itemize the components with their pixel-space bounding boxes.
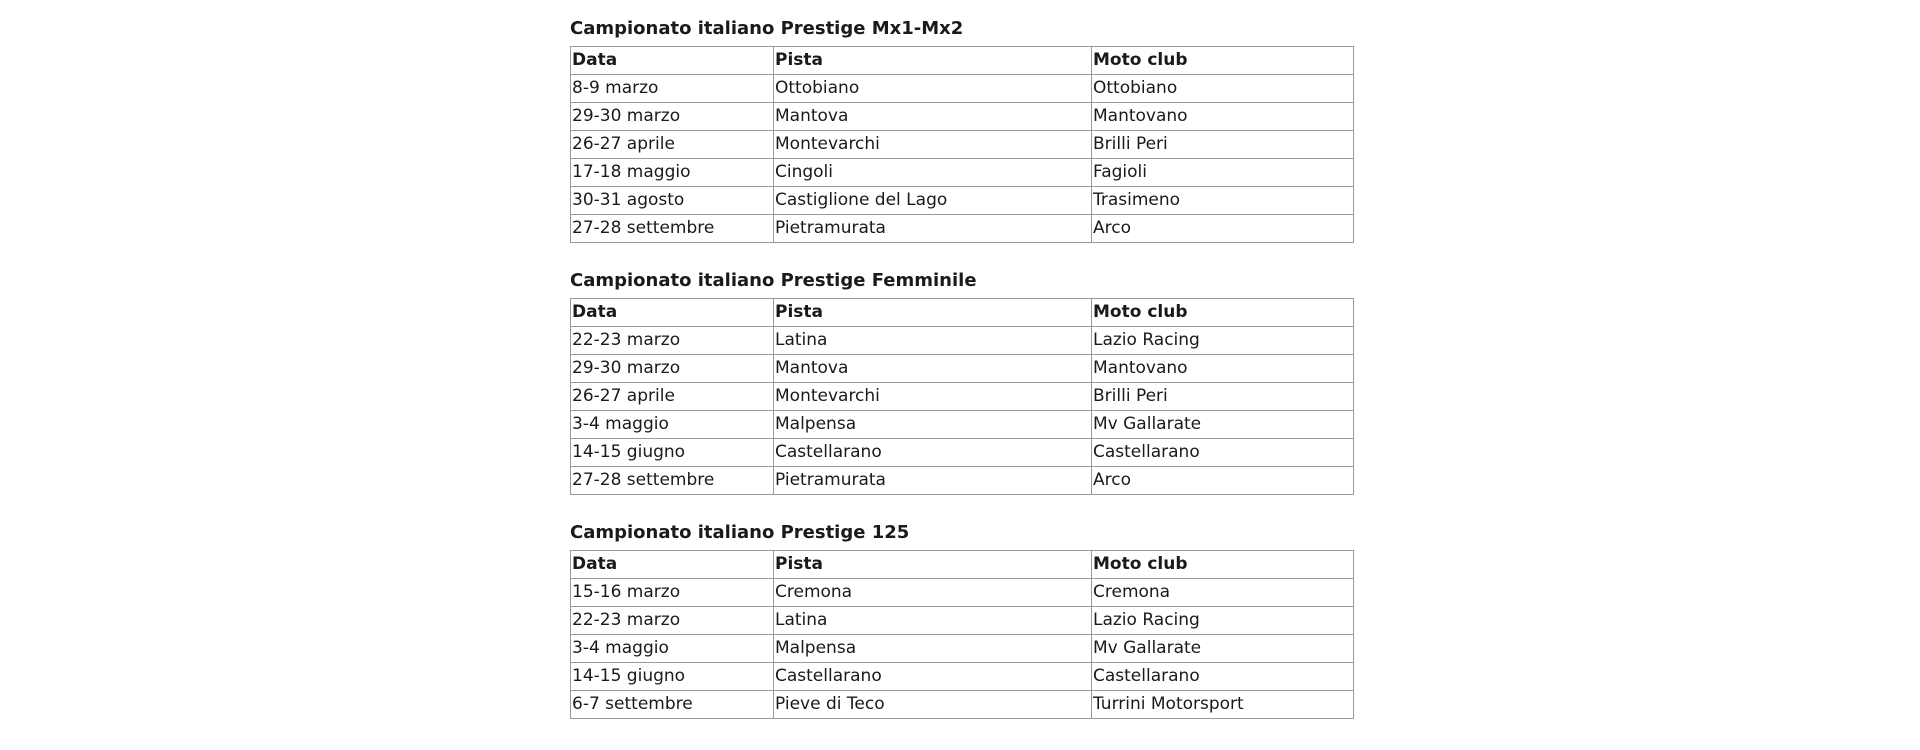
table-header-row: [571, 551, 1354, 579]
cell-data: 14-15 giugno: [571, 663, 774, 691]
cell-moto-club: Ottobiano: [1092, 75, 1354, 103]
calendar-table: [570, 46, 1354, 243]
section-title: Campionato italiano Prestige 125: [570, 522, 910, 543]
cell-data: 22-23 marzo: [571, 607, 774, 635]
cell-moto-club: Arco: [1092, 215, 1354, 243]
table-row: [571, 355, 1354, 383]
header-moto-club: Moto club: [1092, 299, 1354, 327]
cell-pista: Montevarchi: [774, 131, 1092, 159]
table-row: [571, 131, 1354, 159]
cell-pista: Pietramurata: [774, 215, 1092, 243]
table-row: [571, 383, 1354, 411]
section-femminile: [570, 270, 1353, 495]
cell-data: 3-4 maggio: [571, 411, 774, 439]
cell-pista: Latina: [774, 607, 1092, 635]
cell-moto-club: Mv Gallarate: [1092, 411, 1354, 439]
cell-pista: Latina: [774, 327, 1092, 355]
cell-data: 15-16 marzo: [571, 579, 774, 607]
cell-data: 22-23 marzo: [571, 327, 774, 355]
cell-moto-club: Castellarano: [1092, 439, 1354, 467]
table-row: [571, 159, 1354, 187]
cell-data: 8-9 marzo: [571, 75, 774, 103]
table-row: [571, 75, 1354, 103]
cell-moto-club: Turrini Motorsport: [1092, 691, 1354, 719]
cell-moto-club: Mantovano: [1092, 355, 1354, 383]
document-content: [570, 18, 1353, 746]
cell-moto-club: Cremona: [1092, 579, 1354, 607]
section-mx1-mx2: [570, 18, 1353, 243]
table-row: [571, 607, 1354, 635]
cell-pista: Castellarano: [774, 663, 1092, 691]
table-row: [571, 439, 1354, 467]
cell-data: 30-31 agosto: [571, 187, 774, 215]
table-row: [571, 635, 1354, 663]
cell-pista: Malpensa: [774, 635, 1092, 663]
table-row: [571, 215, 1354, 243]
cell-data: 29-30 marzo: [571, 355, 774, 383]
cell-moto-club: Mantovano: [1092, 103, 1354, 131]
cell-moto-club: Mv Gallarate: [1092, 635, 1354, 663]
table-header-row: [571, 47, 1354, 75]
header-data: Data: [571, 47, 774, 75]
table-row: [571, 691, 1354, 719]
section-title: Campionato italiano Prestige Femminile: [570, 270, 977, 291]
cell-data: 6-7 settembre: [571, 691, 774, 719]
cell-pista: Castiglione del Lago: [774, 187, 1092, 215]
cell-pista: Cingoli: [774, 159, 1092, 187]
cell-data: 27-28 settembre: [571, 467, 774, 495]
cell-moto-club: Arco: [1092, 467, 1354, 495]
cell-data: 3-4 maggio: [571, 635, 774, 663]
table-header-row: [571, 299, 1354, 327]
cell-pista: Montevarchi: [774, 383, 1092, 411]
calendar-table: [570, 550, 1354, 719]
header-data: Data: [571, 299, 774, 327]
section-title: Campionato italiano Prestige Mx1-Mx2: [570, 18, 964, 39]
cell-moto-club: Castellarano: [1092, 663, 1354, 691]
table-row: [571, 327, 1354, 355]
cell-data: 26-27 aprile: [571, 383, 774, 411]
header-pista: Pista: [774, 47, 1092, 75]
cell-moto-club: Fagioli: [1092, 159, 1354, 187]
table-row: [571, 663, 1354, 691]
cell-pista: Cremona: [774, 579, 1092, 607]
cell-pista: Mantova: [774, 355, 1092, 383]
table-row: [571, 103, 1354, 131]
cell-pista: Malpensa: [774, 411, 1092, 439]
cell-moto-club: Lazio Racing: [1092, 607, 1354, 635]
header-moto-club: Moto club: [1092, 47, 1354, 75]
cell-pista: Mantova: [774, 103, 1092, 131]
cell-moto-club: Lazio Racing: [1092, 327, 1354, 355]
cell-data: 27-28 settembre: [571, 215, 774, 243]
cell-data: 14-15 giugno: [571, 439, 774, 467]
table-row: [571, 411, 1354, 439]
cell-moto-club: Brilli Peri: [1092, 383, 1354, 411]
section-125: [570, 522, 1353, 719]
cell-data: 17-18 maggio: [571, 159, 774, 187]
cell-data: 29-30 marzo: [571, 103, 774, 131]
header-pista: Pista: [774, 299, 1092, 327]
cell-pista: Castellarano: [774, 439, 1092, 467]
cell-moto-club: Trasimeno: [1092, 187, 1354, 215]
cell-pista: Pietramurata: [774, 467, 1092, 495]
table-row: [571, 467, 1354, 495]
cell-pista: Ottobiano: [774, 75, 1092, 103]
table-row: [571, 579, 1354, 607]
cell-moto-club: Brilli Peri: [1092, 131, 1354, 159]
header-data: Data: [571, 551, 774, 579]
cell-pista: Pieve di Teco: [774, 691, 1092, 719]
header-moto-club: Moto club: [1092, 551, 1354, 579]
cell-data: 26-27 aprile: [571, 131, 774, 159]
table-row: [571, 187, 1354, 215]
calendar-table: [570, 298, 1354, 495]
header-pista: Pista: [774, 551, 1092, 579]
